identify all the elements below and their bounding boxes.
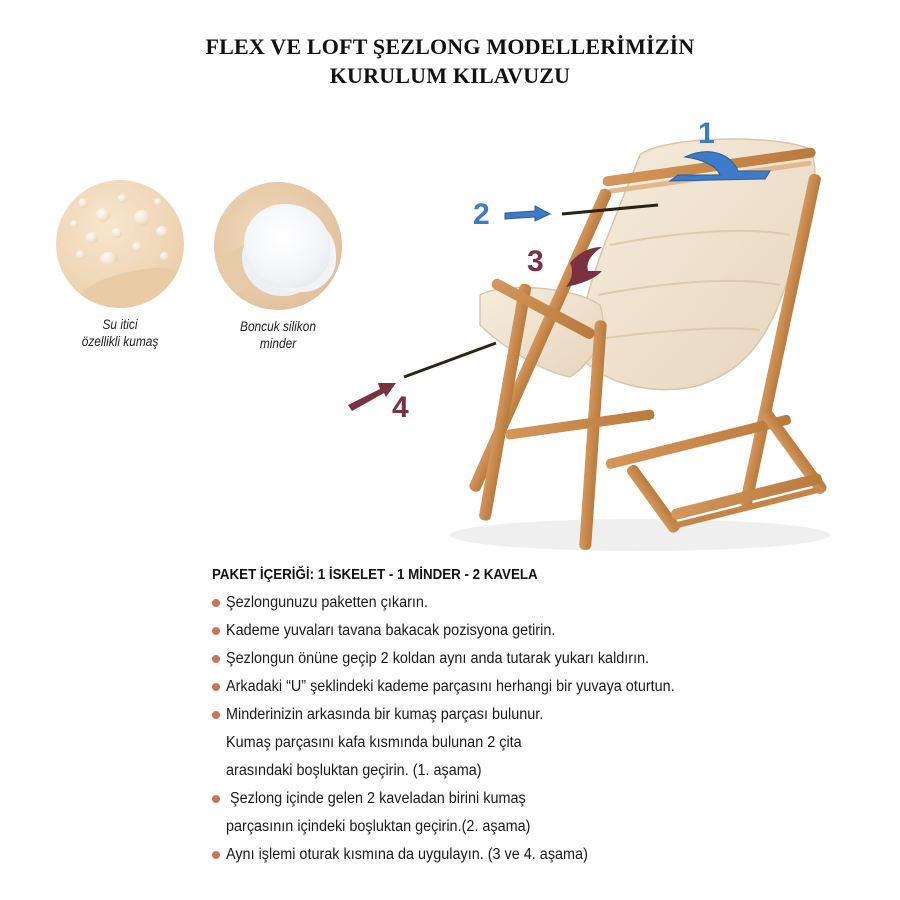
bullet-dot-icon [212,599,220,607]
step-item: Aynı işlemi oturak kısmına da uygulayın. (3 ve 4. aşama) [212,841,862,869]
bullet-dot-icon [212,851,220,859]
water-drops-fabric-icon [56,180,184,308]
deck-chair-illustration [340,115,860,555]
feature-silicone-cushion [203,182,353,352]
feature-water-repellent [50,180,190,350]
bullet-dot-icon [212,795,220,803]
step-marker-2: 2 [473,198,490,231]
bullet-dot-icon [212,711,220,719]
package-contents-heading: PAKET İÇERİĞİ: 1 İSKELET - 1 MİNDER - 2 KAVELA [212,567,538,583]
step-item: Şezlongun önüne geçip 2 koldan aynı anda tutarak yukarı kaldırın. [212,645,862,673]
feature-label: Su itici özellikli kumaş [81,317,159,349]
bullet-dot-icon [212,683,220,691]
step-marker-4: 4 [392,391,409,424]
bullet-dot-icon [212,655,220,663]
arrow-2-icon [505,206,550,221]
step-item: Kademe yuvaları tavana bakacak pozisyona getirin. [212,617,862,645]
chair-assembly-diagram [340,115,860,555]
step-item: Minderinizin arkasında bir kumaş parçası bulunur. Kumaş parçasını kafa kısmında bulunan 2 çita arasındaki boşluktan geçirin. (1. aşama) [212,701,862,785]
arrow-4-icon [348,383,396,411]
title-line-2: KURULUM KILAVUZU [329,63,571,88]
step-marker-3: 3 [527,245,544,278]
step-item: Arkadaki “U” şeklindeki kademe parçasını herhangi bir yuvaya oturtun. [212,673,862,701]
silicone-fill-icon [214,182,342,310]
step-list [212,589,862,869]
bullet-dot-icon [212,627,220,635]
step-item: Şezlong içinde gelen 2 kaveladan birini kumaş parçasının içindeki boşluktan geçirin.(2. aşama) [212,785,862,841]
step-item: Şezlongunuzu paketten çıkarın. [212,589,862,617]
page-title [0,32,900,90]
step-marker-1: 1 [698,117,715,150]
feature-label: Boncuk silikon minder [240,319,316,351]
title-line-1: FLEX VE LOFT ŞEZLONG MODELLERİMİZİN [205,34,695,59]
assembly-instructions [212,565,862,869]
